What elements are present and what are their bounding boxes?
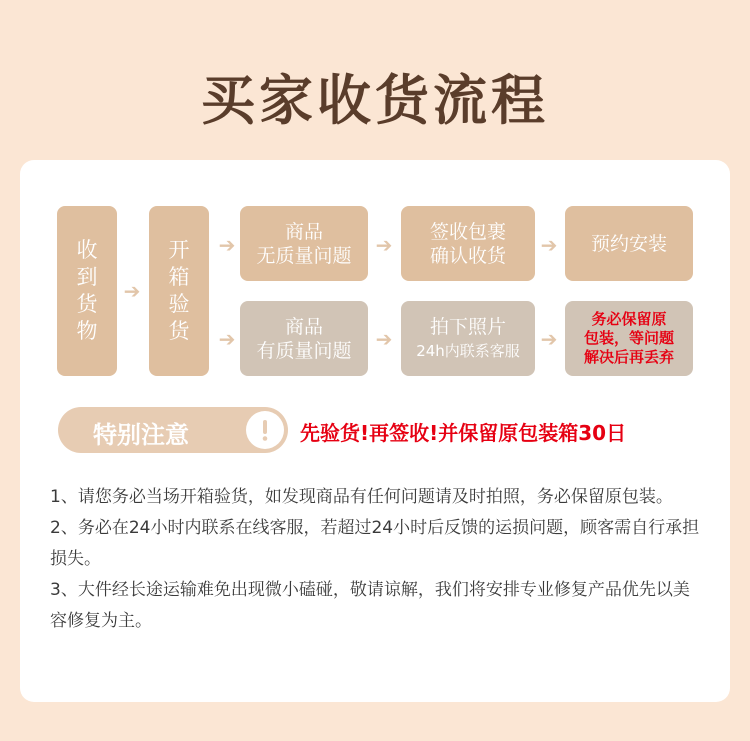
step-no-quality-issue xyxy=(240,206,368,281)
page-title: 买家收货流程 xyxy=(201,69,549,132)
arrow-right-icon: ➔ xyxy=(375,233,393,257)
arrow-right-icon: ➔ xyxy=(218,233,236,257)
arrow-right-icon: ➔ xyxy=(540,327,558,351)
notice-label: 特别注意 xyxy=(93,421,189,449)
step-has-quality-issue xyxy=(240,301,368,376)
step-line: 24h内联系客服 xyxy=(416,341,520,360)
step-line: 商品 xyxy=(284,220,323,243)
step-inspect xyxy=(149,206,209,376)
step-char: 物 xyxy=(76,319,98,343)
arrow-right-icon: ➔ xyxy=(540,233,558,257)
step-line: 拍下照片 xyxy=(429,315,506,338)
step-char: 货 xyxy=(168,319,190,343)
step-line: 商品 xyxy=(284,315,323,338)
step-char: 到 xyxy=(76,265,98,289)
exclamation-icon xyxy=(246,411,284,449)
step-char: 开 xyxy=(168,238,190,262)
arrow-right-icon: ➔ xyxy=(218,327,236,351)
step-char: 箱 xyxy=(168,265,190,289)
step-char: 收 xyxy=(76,238,98,262)
arrow-right-icon: ➔ xyxy=(123,279,141,303)
step-sign-package xyxy=(401,206,535,281)
step-line: 无质量问题 xyxy=(256,244,352,267)
notes-list xyxy=(50,482,706,637)
step-book-install xyxy=(565,206,693,281)
notice-badge xyxy=(58,407,288,453)
step-line: 签收包裹 xyxy=(429,220,506,243)
step-char: 验 xyxy=(168,292,190,316)
step-line: 解决后再丢弃 xyxy=(583,348,674,366)
step-line: 包装，等问题 xyxy=(583,329,674,347)
step-line: 有质量问题 xyxy=(256,339,352,362)
step-char: 货 xyxy=(76,292,98,316)
step-line: 务必保留原 xyxy=(591,310,667,328)
step-take-photo xyxy=(401,301,535,376)
note-item: 3、大件经长途运输难免出现微小磕碰，敬请谅解，我们将安排专业修复产品优先以美容修复为主。 xyxy=(50,580,690,631)
arrow-right-icon: ➔ xyxy=(375,327,393,351)
step-keep-packaging xyxy=(565,301,693,376)
note-item: 2、务必在24小时内联系在线客服，若超过24小时后反馈的运损问题，顾客需自行承担损失。 xyxy=(50,518,700,569)
note-item: 1、请您务必当场开箱验货，如发现商品有任何问题请及时拍照，务必保留原包装。 xyxy=(50,487,673,507)
step-line: 确认收货 xyxy=(429,244,506,267)
process-card xyxy=(20,160,730,702)
notice-text: 先验货!再签收!并保留原包装箱30日 xyxy=(300,421,627,445)
step-line: 预约安装 xyxy=(590,232,667,255)
step-receive-goods xyxy=(57,206,117,376)
